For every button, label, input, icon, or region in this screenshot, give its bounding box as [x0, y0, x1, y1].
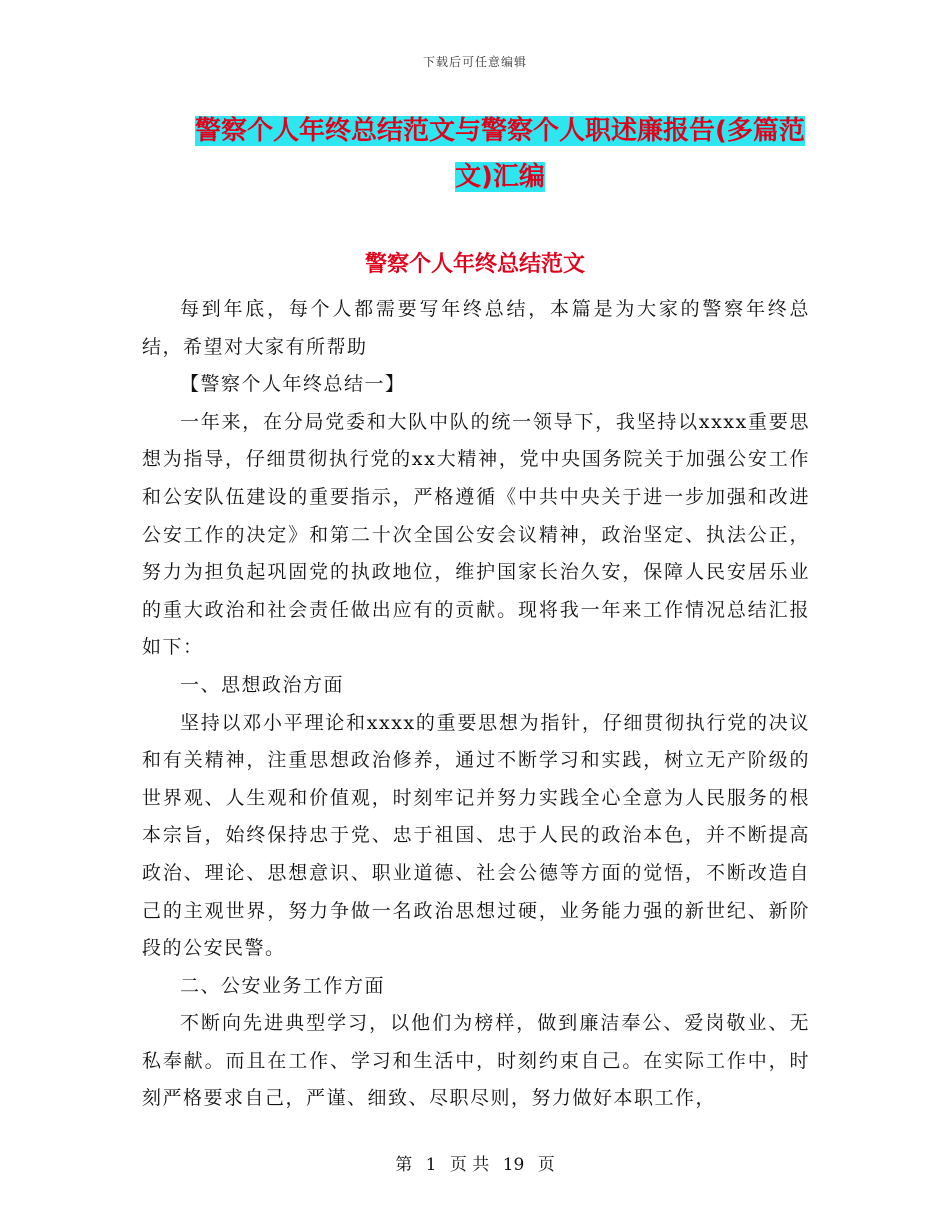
paragraph: 坚持以邓小平理论和xxxx的重要思想为指针，仔细贯彻执行党的决议和有关精神，注重思想政治修养，通过不断学习和实践，树立无产阶级的世界观、人生观和价值观，时刻牢记并努力实践全心全意为人民服务的根本宗旨，始终保持忠于党、忠于祖国、忠于人民的政治本色，并不断提高政治、理论、思想意识、职业道德、社会公德等方面的觉悟，不断改造自己的主观世界，努力争做一名政治思想过硬，业务能力强的新世纪、新阶段的公安民警。 — [142, 711, 810, 960]
paragraph: 每到年底，每个人都需要写年终总结，本篇是为大家的警察年终总结，希望对大家有所帮助 — [142, 298, 810, 358]
paragraph: 一年来，在分局党委和大队中队的统一领导下，我坚持以xxxx重要思想为指导，仔细贯彻执行党的xx大精神，党中央国务院关于加强公安工作和公安队伍建设的重要指示，严格遵循《中共中央关于进一步加强和改进公安工作的决定》和第二十次全国公安会议精神，政治坚定、执法公正，努力为担负起巩固党的执政地位，维护国家长治久安，保障人民安居乐业的重大政治和社会责任做出应有的贡献。现将我一年来工作情况总结汇报如下： — [142, 410, 810, 659]
paragraph: 二、公安业务工作方面 — [180, 974, 386, 997]
document-title-text: 警察个人年终总结范文与警察个人职述廉报告(多篇范文)汇编 — [195, 116, 805, 192]
page-suffix: 页 — [537, 1155, 555, 1175]
paragraph: 【警察个人年终总结一】 — [180, 373, 406, 396]
document-title — [180, 108, 820, 200]
page-footer — [0, 1150, 950, 1175]
paragraph: 一、思想政治方面 — [180, 673, 345, 696]
page-mid: 页 共 — [449, 1155, 490, 1175]
page-number: 1 — [425, 1155, 437, 1175]
paragraph: 不断向先进典型学习，以他们为榜样，做到廉洁奉公、爱岗敬业、无私奉献。而且在工作、学习和生活中，时刻约束自己。在实际工作中，时刻严格要求自己，严谨、细致、尽职尽则，努力做好本职工作， — [142, 1012, 810, 1110]
header-note: 下载后可任意编辑 — [422, 55, 527, 69]
document-body — [142, 291, 810, 1118]
page-prefix: 第 — [395, 1155, 413, 1175]
page-total: 19 — [502, 1155, 525, 1175]
section-title: 警察个人年终总结范文 — [364, 252, 585, 277]
